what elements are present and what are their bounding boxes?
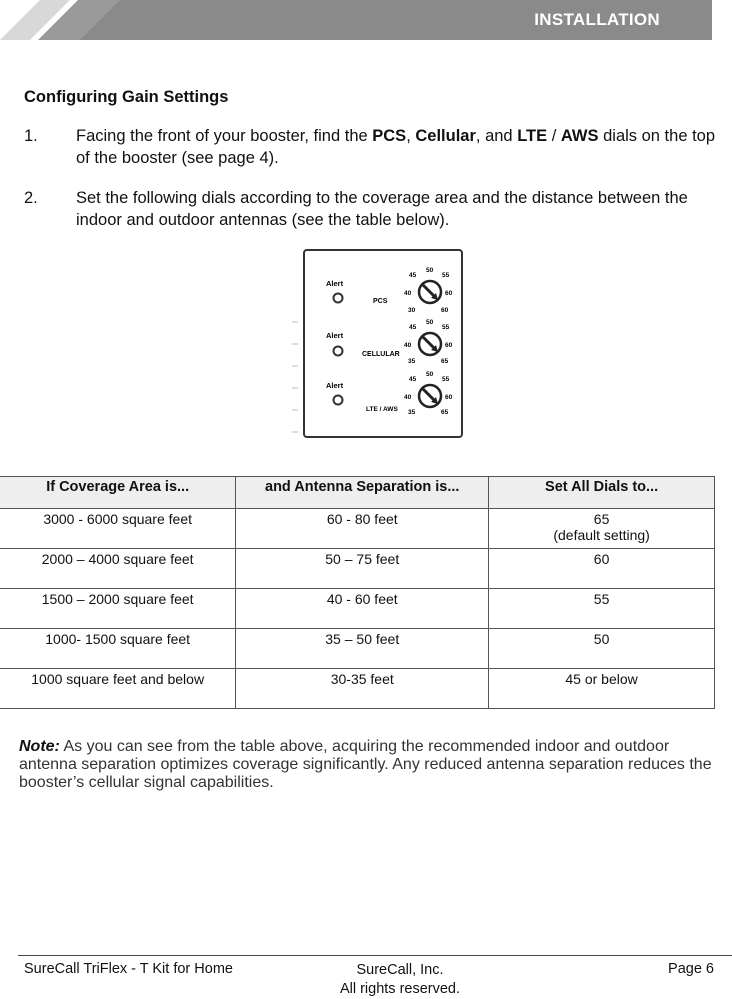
dial-setting-cell: 65 (default setting) [489,509,715,549]
table-row [0,509,715,549]
footer-company: SureCall, Inc. All rights reserved. [339,962,461,997]
page-header [0,0,732,40]
table-row [0,669,715,709]
section-title: Configuring Gain Settings [24,88,229,106]
dial-setting-cell: 45 or below [489,669,715,709]
coverage-area-cell: 3000 - 6000 square feet [0,509,236,549]
header-title: INSTALLATION [534,10,660,29]
antenna-separation-cell: 40 - 60 feet [236,589,489,629]
table-header-row [0,477,715,509]
svg-text:55: 55 [442,376,450,383]
antenna-separation-cell: 60 - 80 feet [236,509,489,549]
footer-product: SureCall TriFlex - T Kit for Home [24,961,233,977]
coverage-area-cell: 2000 – 4000 square feet [0,549,236,589]
svg-text:50: 50 [426,267,434,274]
column-header: If Coverage Area is... [0,477,236,509]
svg-text:60: 60 [445,394,453,401]
dial-label-cellular: CELLULAR [362,351,400,358]
coverage-area-cell: 1000- 1500 square feet [0,629,236,669]
step-number: 2. [24,189,38,207]
svg-text:50: 50 [426,319,434,326]
svg-text:40: 40 [404,342,412,349]
step-number: 1. [24,127,38,145]
svg-text:35: 35 [408,358,416,365]
dial-label-pcs: PCS [373,298,388,305]
svg-text:Alert: Alert [326,279,344,288]
footer-divider [18,955,732,956]
dial-setting-cell: 55 [489,589,715,629]
svg-text:65: 65 [441,409,449,416]
note-label: Note: [19,738,60,755]
gain-settings-table [0,476,715,709]
svg-text:60: 60 [445,342,453,349]
column-header: Set All Dials to... [489,477,715,509]
svg-text:35: 35 [408,409,416,416]
svg-text:50: 50 [426,371,434,378]
coverage-area-cell: 1500 – 2000 square feet [0,589,236,629]
antenna-separation-cell: 50 – 75 feet [236,549,489,589]
step-text: Set the following dials according to the coverage area and the distance between the indoor and outdoor antennas (see the table below). [76,189,688,229]
column-header: and Antenna Separation is... [236,477,489,509]
coverage-area-cell: 1000 square feet and below [0,669,236,709]
note-paragraph [19,738,719,792]
table-row [0,549,715,589]
svg-text:55: 55 [442,272,450,279]
svg-text:45: 45 [409,272,417,279]
table-row [0,629,715,669]
svg-text:40: 40 [404,394,412,401]
dial-panel-figure [286,248,466,440]
svg-text:45: 45 [409,376,417,383]
svg-text:65: 65 [441,358,449,365]
svg-text:40: 40 [404,290,412,297]
step-text: Facing the front of your booster, find the PCS, Cellular, and LTE / AWS dials on the top of the booster (see page 4). [76,127,716,167]
footer-page-number: Page 6 [668,961,714,977]
svg-text:Alert: Alert [326,381,344,390]
svg-text:55: 55 [442,324,450,331]
svg-text:30: 30 [408,307,416,314]
dial-setting-cell: 60 [489,549,715,589]
antenna-separation-cell: 35 – 50 feet [236,629,489,669]
dial-label-lte-aws: LTE / AWS [366,406,398,413]
svg-text:Alert: Alert [326,331,344,340]
antenna-separation-cell: 30-35 feet [236,669,489,709]
dial-setting-cell: 50 [489,629,715,669]
svg-text:45: 45 [409,324,417,331]
svg-text:60: 60 [441,307,449,314]
note-text: As you can see from the table above, acquiring the recommended indoor and outdoor antenna separation optimizes coverage significantly. Any reduced antenna separation reduces the booster’s cellular signal capabilities. [19,738,712,791]
table-row [0,589,715,629]
svg-text:60: 60 [445,290,453,297]
